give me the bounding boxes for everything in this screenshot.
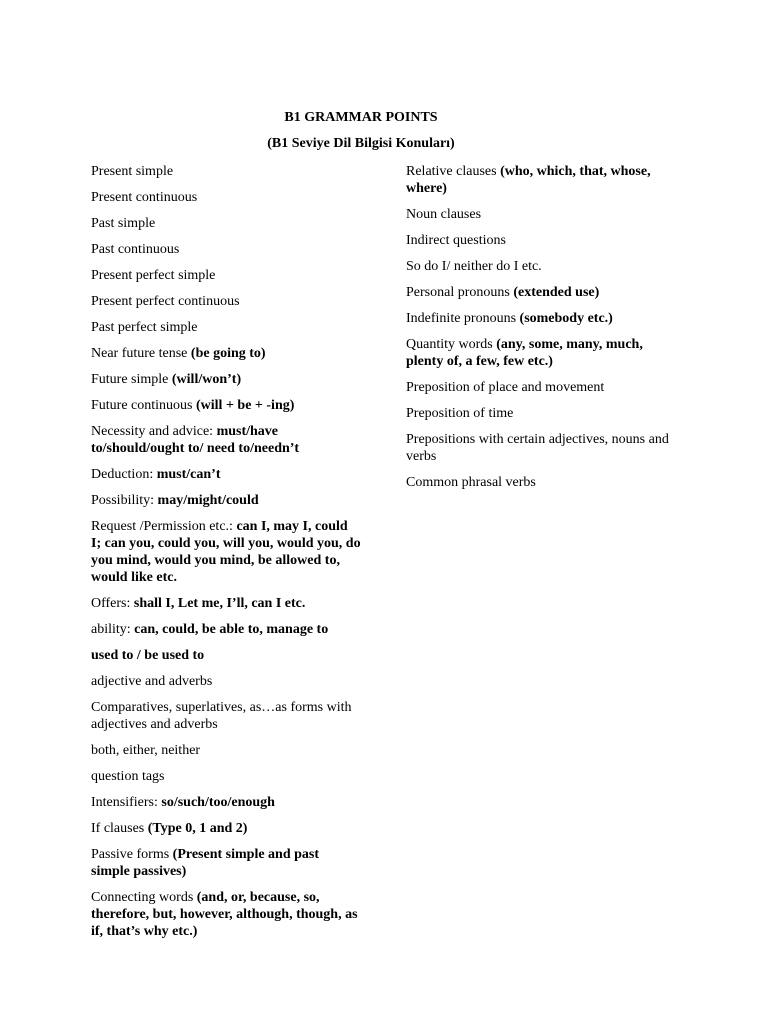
grammar-item-text: If clauses — [91, 821, 148, 836]
grammar-item — [91, 267, 361, 284]
grammar-item-detail: (and, or, because, so, therefore, but, however, although, though, as if, that’s why etc.) — [91, 890, 358, 939]
grammar-item-text: Indirect questions — [406, 233, 506, 248]
grammar-item-text: Past continuous — [91, 242, 180, 257]
grammar-item-text: Indefinite pronouns — [406, 311, 520, 326]
grammar-item-text: Preposition of place and movement — [406, 380, 605, 395]
grammar-item-detail: (somebody etc.) — [519, 311, 613, 326]
grammar-item-text: Intensifiers: — [91, 795, 162, 810]
grammar-item — [91, 492, 361, 509]
grammar-item — [406, 336, 678, 370]
grammar-item-detail: so/such/too/enough — [161, 795, 275, 810]
grammar-item — [91, 794, 361, 811]
right-column — [406, 163, 678, 500]
grammar-item — [406, 258, 678, 275]
grammar-item — [91, 889, 361, 940]
grammar-item-text: Preposition of time — [406, 406, 514, 421]
grammar-item-detail: shall I, Let me, I’ll, can I etc. — [133, 596, 306, 611]
grammar-item — [91, 518, 361, 586]
grammar-item — [91, 319, 361, 336]
grammar-item — [91, 742, 361, 759]
grammar-item-text: Noun clauses — [406, 207, 482, 222]
grammar-item-detail: (who, which, that, whose, where) — [406, 164, 651, 196]
grammar-item-text: Future simple — [91, 372, 172, 387]
grammar-item-text: Present continuous — [91, 190, 198, 205]
grammar-item — [91, 621, 361, 638]
grammar-item-detail: (any, some, many, much, plenty of, a few, few etc.) — [406, 337, 643, 369]
grammar-item-text: Common phrasal verbs — [406, 475, 536, 490]
grammar-item — [406, 379, 678, 396]
grammar-item-text: Past simple — [91, 216, 156, 231]
grammar-item-detail: can, could, be able to, manage to — [134, 622, 329, 637]
grammar-item-text: Connecting words — [91, 890, 197, 905]
grammar-item-text: Future continuous — [91, 398, 196, 413]
grammar-item-text: adjective and adverbs — [91, 674, 213, 689]
grammar-item-detail: (extended use) — [513, 285, 600, 300]
grammar-item — [91, 397, 361, 414]
grammar-item-text: Passive forms — [91, 847, 173, 862]
grammar-item — [91, 163, 361, 180]
left-column — [91, 163, 361, 949]
grammar-item-detail: may/might/could — [157, 493, 259, 508]
grammar-item-detail: used to / be used to — [91, 648, 205, 663]
grammar-item-text: Present perfect simple — [91, 268, 216, 283]
grammar-item-text: question tags — [91, 769, 165, 784]
grammar-item-detail: (will/won’t) — [171, 372, 242, 387]
grammar-item-text: Near future tense — [91, 346, 191, 361]
grammar-item — [91, 293, 361, 310]
grammar-item-text: Prepositions with certain adjectives, nouns and verbs — [406, 432, 669, 464]
grammar-item-text: Possibility: — [91, 493, 158, 508]
grammar-item — [91, 768, 361, 785]
grammar-item — [406, 284, 678, 301]
grammar-item-detail: (Type 0, 1 and 2) — [147, 821, 248, 836]
grammar-item-text: ability: — [91, 622, 135, 637]
grammar-item-text: Personal pronouns — [406, 285, 514, 300]
grammar-item-detail: (be going to) — [190, 346, 266, 361]
grammar-item-text: Present perfect continuous — [91, 294, 240, 309]
grammar-item — [91, 699, 361, 733]
grammar-item — [91, 647, 361, 664]
grammar-item — [91, 595, 361, 612]
grammar-item-text: Offers: — [91, 596, 134, 611]
page-subtitle: (B1 Seviye Dil Bilgisi Konuları) — [267, 136, 455, 151]
grammar-item — [406, 163, 678, 197]
grammar-item-text: Deduction: — [91, 467, 157, 482]
grammar-item — [91, 215, 361, 232]
grammar-item — [91, 673, 361, 690]
grammar-item — [91, 189, 361, 206]
grammar-item — [91, 345, 361, 362]
grammar-item-detail: must/have to/should/ought to/ need to/needn’t — [91, 424, 300, 456]
grammar-item-text: So do I/ neither do I etc. — [406, 259, 542, 274]
grammar-item — [406, 232, 678, 249]
grammar-item-text: Necessity and advice: — [91, 424, 217, 439]
grammar-item — [406, 310, 678, 327]
grammar-item-text: both, either, neither — [91, 743, 201, 758]
grammar-item-text: Request /Permission etc.: — [91, 519, 237, 534]
grammar-item — [91, 820, 361, 837]
grammar-item-text: Relative clauses — [406, 164, 501, 179]
grammar-item-detail: can I, may I, could I; can you, could you, will you, would you, do you mind, would you mind, be allowed to, would like etc. — [91, 519, 361, 585]
grammar-item-text: Past perfect simple — [91, 320, 198, 335]
grammar-item — [91, 423, 361, 457]
grammar-item — [406, 206, 678, 223]
grammar-item-text: Present simple — [91, 164, 174, 179]
grammar-item-text: Quantity words — [406, 337, 497, 352]
grammar-item-detail: (Present simple and past simple passives) — [91, 847, 320, 879]
grammar-item — [406, 405, 678, 422]
grammar-item-detail: must/can’t — [156, 467, 221, 482]
grammar-item-text: Comparatives, superlatives, as…as forms with adjectives and adverbs — [91, 700, 352, 732]
grammar-item-detail: (will + be + -ing) — [196, 398, 295, 413]
grammar-item — [91, 241, 361, 258]
grammar-item — [406, 474, 678, 491]
page-title: B1 GRAMMAR POINTS — [284, 110, 438, 125]
grammar-item — [91, 466, 361, 483]
grammar-item — [91, 846, 361, 880]
grammar-item — [406, 431, 678, 465]
grammar-item — [91, 371, 361, 388]
